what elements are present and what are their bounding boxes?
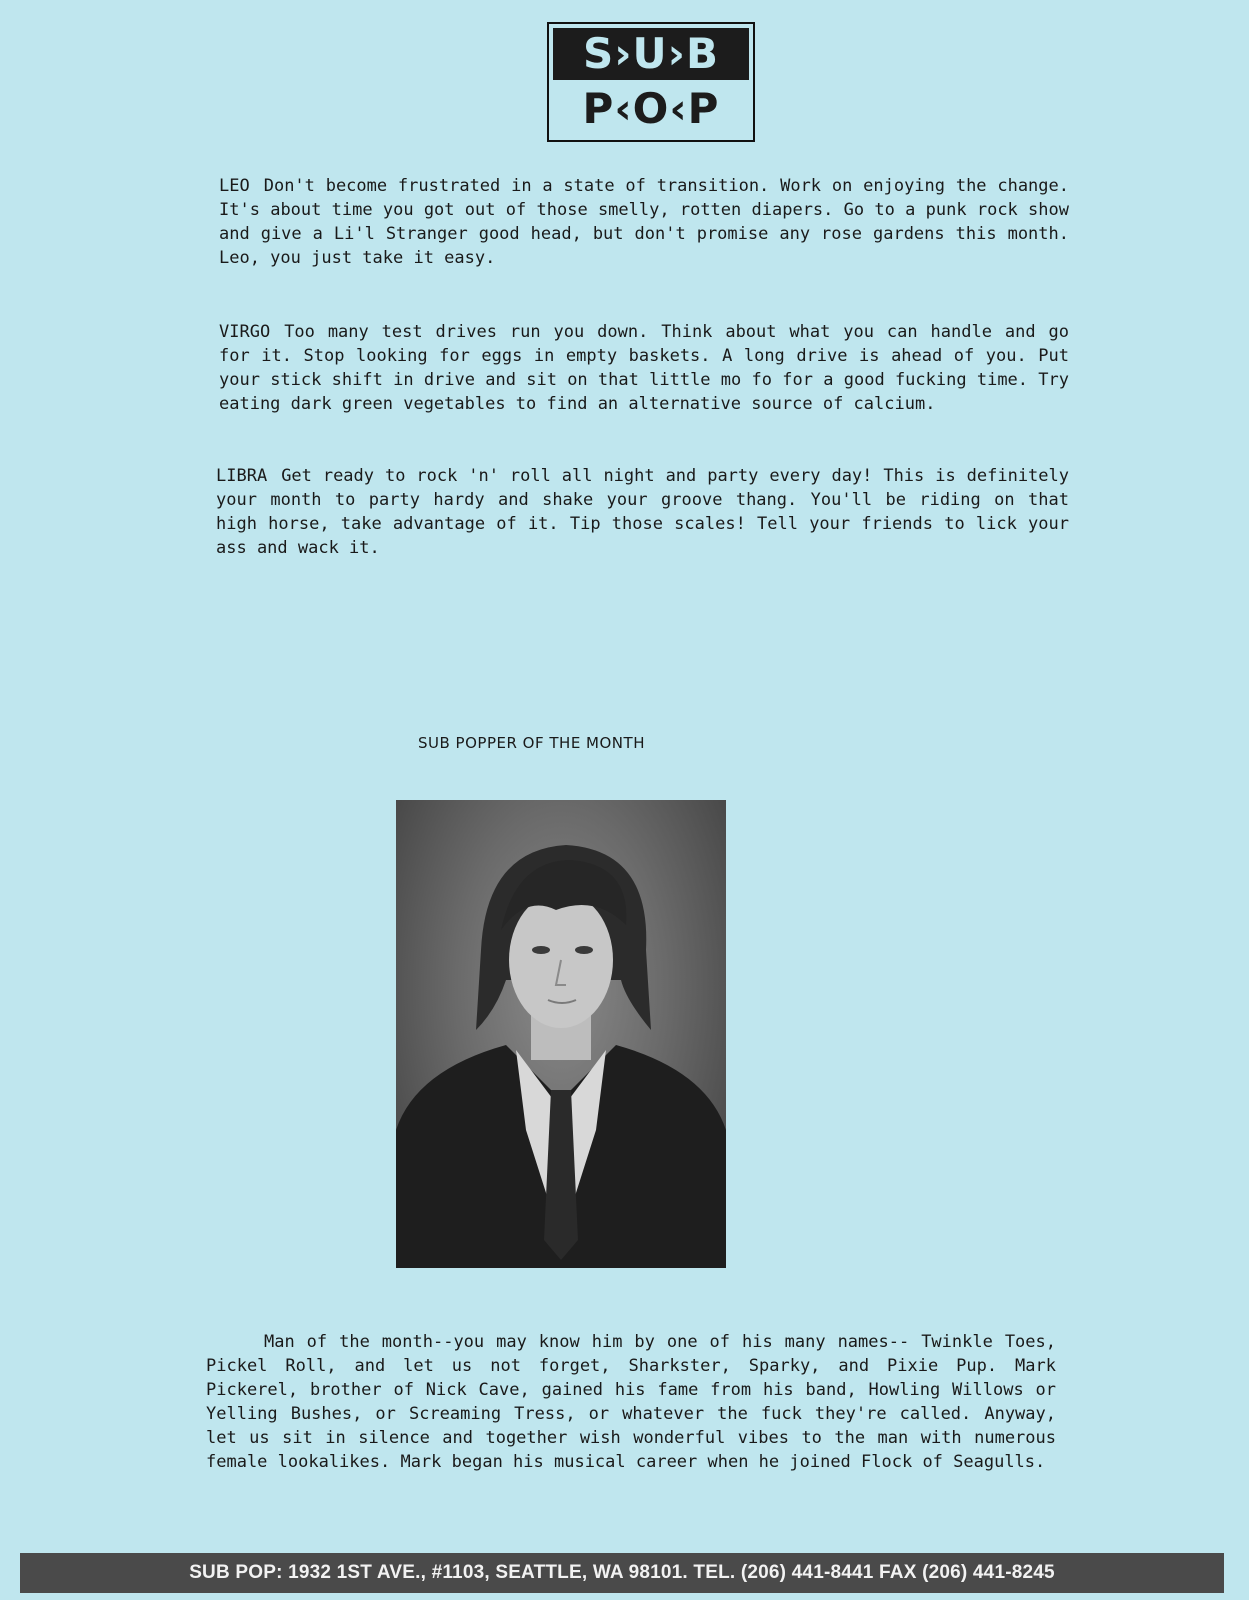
logo-bottom-text: P‹O‹P <box>582 84 720 133</box>
horoscope-sign: LEO <box>219 176 250 196</box>
footer-address-bar: SUB POP: 1932 1ST AVE., #1103, SEATTLE, WA 98101. TEL. (206) 441-8441 FAX (206) 441-8245 <box>20 1553 1224 1593</box>
horoscope-text: Don't become frustrated in a state of transition. Work on enjoying the change. It's about time you got out of those smelly, rotten diapers. Go to a punk rock show and give a Li'l Stranger good head, but don't promise any rose gardens this month. Leo, you just take it easy. <box>219 176 1069 268</box>
horoscope-virgo <box>219 320 1069 416</box>
sub-pop-logo <box>547 22 755 142</box>
horoscope-sign: VIRGO <box>219 322 271 342</box>
horoscope-leo <box>219 174 1069 270</box>
horoscope-text: Too many test drives run you down. Think about what you can handle and go for it. Stop looking for eggs in empty baskets. A long drive is ahead of you. Put your stick shift in drive and sit on that little mo fo for a good fucking time. Try eating dark green vegetables to find an alternative source of calcium. <box>219 322 1069 414</box>
feature-body: Man of the month--you may know him by one of his many names-- Twinkle Toes, Pickel Roll, and let us not forget, Sharkster, Sparky, and Pixie Pup. Mark Pickerel, brother of Nick Cave, gained his fame from his band, Howling Willows or Yelling Bushes, or Screaming Tress, or whatever the fuck they're called. Anyway, let us sit in silence and together wish wonderful vibes to the man with numerous female lookalikes. Mark began his musical career when he joined Flock of Seagulls. <box>206 1332 1056 1472</box>
logo-top-text: S›U›B <box>553 28 749 80</box>
horoscope-text: Get ready to rock 'n' roll all night and party every day! This is definitely your month to party hardy and shake your groove thang. You'll be riding on that high horse, take advantage of it. Tip those scales! Tell your friends to lick your ass and wack it. <box>216 466 1069 558</box>
feature-heading: SUB POPPER OF THE MONTH <box>418 734 645 752</box>
horoscope-sign: LIBRA <box>216 466 268 486</box>
horoscope-libra <box>216 464 1069 560</box>
portrait-photo <box>396 800 726 1268</box>
